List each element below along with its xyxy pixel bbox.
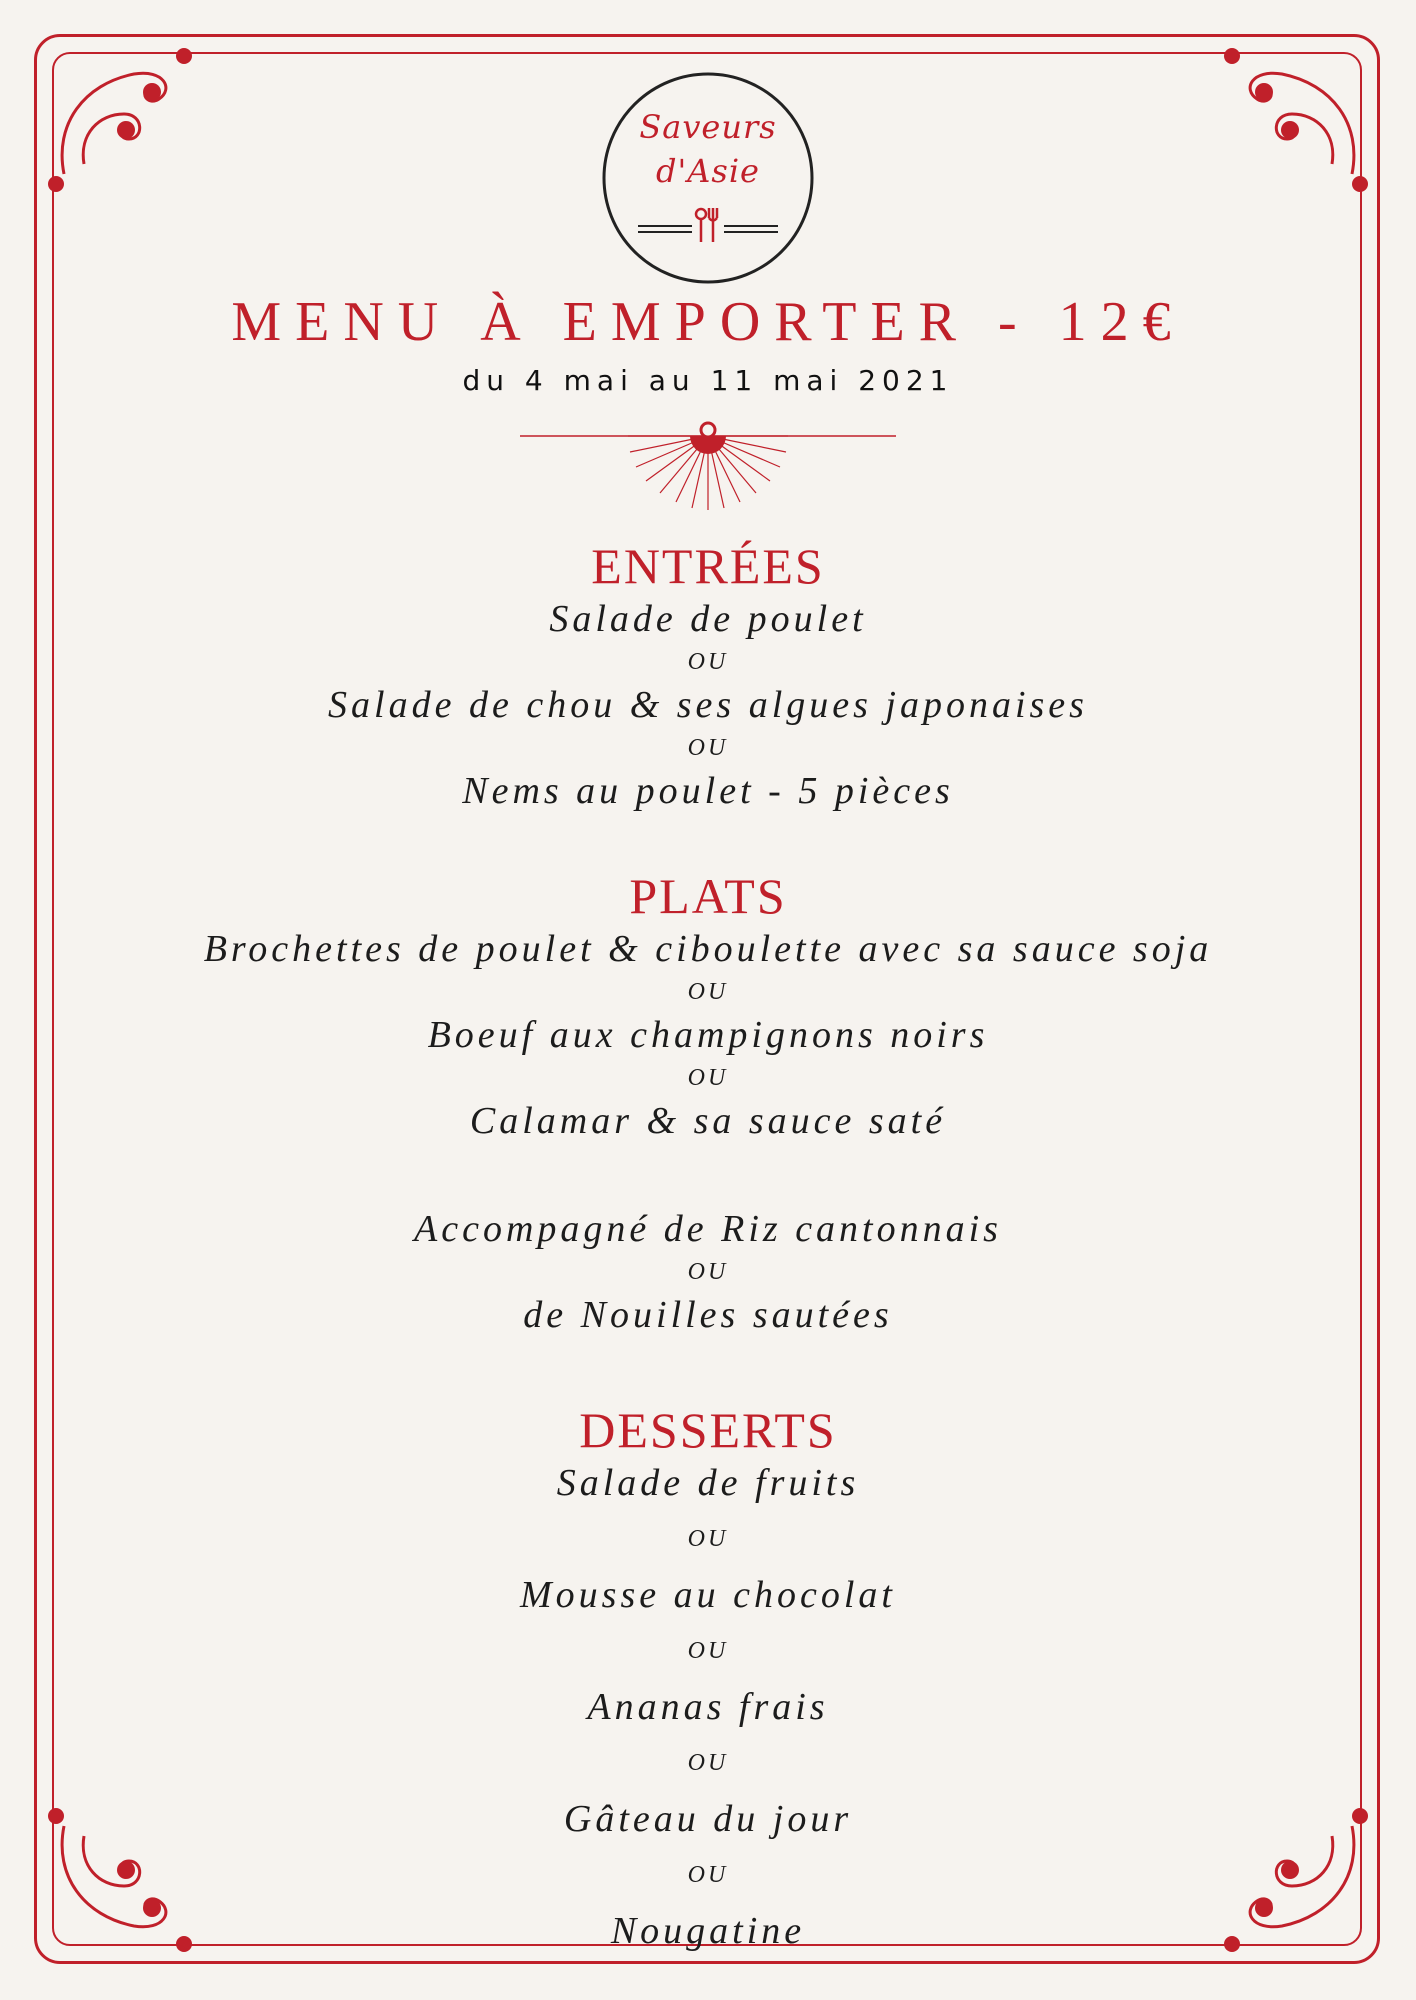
separator-ou: OU	[687, 979, 729, 1005]
ornament-top-left-icon	[44, 44, 194, 194]
entree-item: Salade de chou & ses algues japonaises	[328, 684, 1088, 726]
desserts-heading: DESSERTS	[579, 1402, 837, 1458]
plats-heading: PLATS	[629, 868, 787, 924]
plat-item: Boeuf aux champignons noirs	[427, 1014, 989, 1056]
dessert-item: Mousse au chocolat	[520, 1574, 896, 1616]
cutlery-icon	[696, 208, 717, 242]
separator-ou: OU	[687, 1862, 729, 1888]
section-entrees	[0, 536, 1416, 814]
sunburst-divider-icon	[520, 420, 896, 520]
dessert-item: Ananas frais	[587, 1686, 829, 1728]
accompaniment-item: Accompagné de Riz cantonnais	[414, 1208, 1002, 1250]
menu-title: MENU À EMPORTER - 12€	[231, 291, 1185, 353]
logo	[600, 70, 816, 286]
dessert-item: Gâteau du jour	[563, 1798, 853, 1840]
logo-text-line1: Saveurs	[639, 108, 777, 146]
date-range: du 4 mai au 11 mai 2021	[462, 364, 954, 397]
separator-ou: OU	[687, 1750, 729, 1776]
plat-item: Brochettes de poulet & ciboulette avec sa sauce soja	[203, 928, 1213, 970]
separator-ou: OU	[687, 1526, 729, 1552]
separator-ou: OU	[687, 1065, 729, 1091]
separator-ou: OU	[687, 649, 729, 675]
entree-item: Nems au poulet - 5 pièces	[462, 770, 954, 812]
dessert-item: Salade de fruits	[556, 1462, 860, 1504]
separator-ou: OU	[687, 735, 729, 761]
entree-item: Salade de poulet	[549, 598, 867, 640]
separator-ou: OU	[687, 1638, 729, 1664]
dessert-item: Nougatine	[610, 1910, 806, 1952]
plat-item: Calamar & sa sauce saté	[469, 1100, 947, 1142]
separator-ou: OU	[687, 1259, 729, 1285]
accompaniment-item: de Nouilles sautées	[523, 1294, 893, 1336]
ornament-top-right-icon	[1222, 44, 1372, 194]
section-desserts	[0, 1400, 1416, 1954]
logo-text-line2: d'Asie	[656, 152, 760, 190]
section-plats	[0, 866, 1416, 1338]
entrees-heading: ENTRÉES	[591, 538, 825, 594]
